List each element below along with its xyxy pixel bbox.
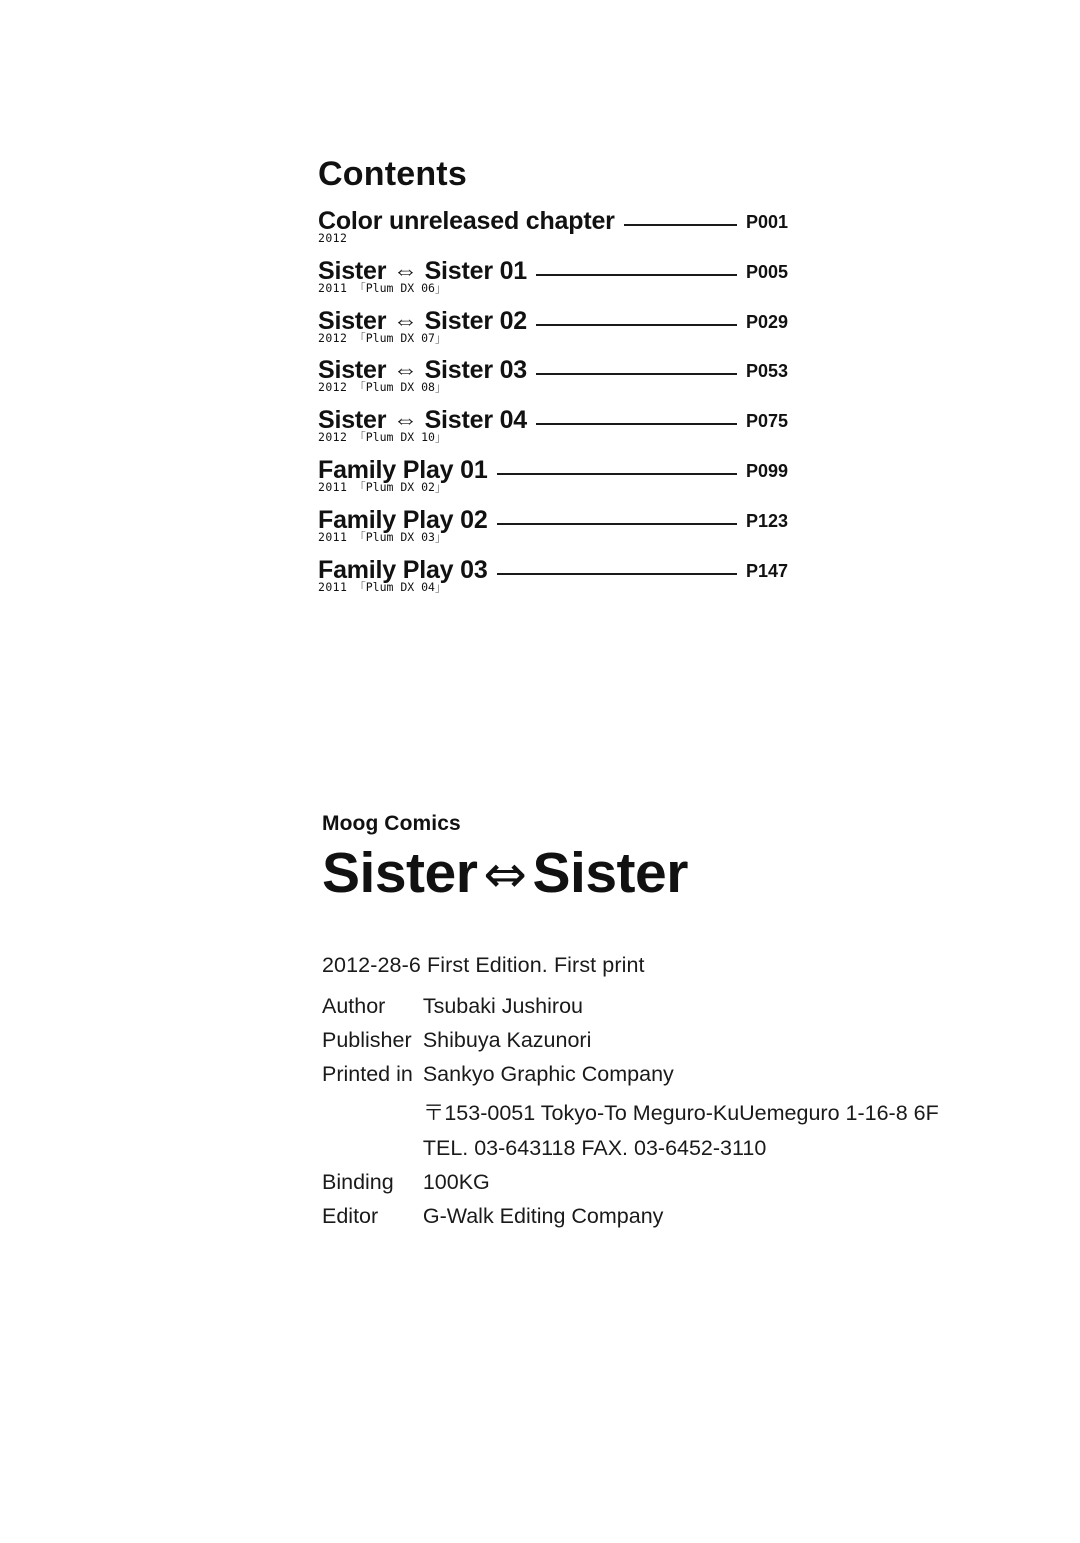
contents-heading: Contents <box>318 155 467 193</box>
toc-entry-subline <box>318 531 788 545</box>
toc-entry-page: P005 <box>745 261 788 282</box>
toc-entry-page: P147 <box>745 560 788 581</box>
toc-entry-source: 「Plum DX 10」 <box>354 430 447 445</box>
toc-entry-year: 2012 <box>318 330 348 345</box>
book-title-part2: Sister <box>532 841 688 905</box>
toc-entry-page: P123 <box>745 510 788 531</box>
toc-entry-source: 「Plum DX 06」 <box>354 280 447 295</box>
toc-entry-title: Sister ⇔ Sister 04 <box>318 406 528 435</box>
toc-leader-rule <box>536 423 737 425</box>
toc-entry-source: 「Plum DX 04」 <box>354 579 447 594</box>
toc-entry-page: P099 <box>745 460 788 481</box>
toc-entry-title: Family Play 02 <box>318 505 488 534</box>
credit-label <box>322 1096 423 1136</box>
toc-entry-year: 2011 <box>318 579 348 594</box>
credit-value: G-Walk Editing Company <box>422 1203 664 1228</box>
toc-entry-title: Color unreleased chapter <box>318 207 615 235</box>
table-row <box>322 1204 939 1238</box>
toc-leader-rule <box>624 224 737 226</box>
toc-entry-subline <box>318 332 788 346</box>
credit-label: Printed in <box>322 1061 413 1086</box>
credit-value-address: 〒153-0051 Tokyo-To Meguro-KuUemeguro 1-16-8 6F <box>422 1100 939 1125</box>
toc-entry-title: Family Play 01 <box>318 455 488 484</box>
toc-entry[interactable] <box>318 208 788 246</box>
credit-value: 100KG <box>422 1169 490 1194</box>
table-row <box>322 1028 939 1062</box>
toc-entry-title: Family Play 03 <box>318 555 488 584</box>
credit-label: Author <box>322 993 386 1018</box>
toc-leader-rule <box>536 373 737 375</box>
table-row <box>322 994 939 1028</box>
colophon-section <box>322 812 939 1238</box>
toc-entry[interactable] <box>318 457 788 495</box>
toc-leader-rule <box>536 274 737 276</box>
edition-line: 2012-28-6 First Edition. First print <box>322 952 645 977</box>
toc-entry-page: P075 <box>745 411 788 432</box>
table-row <box>322 1062 939 1096</box>
toc-entry-subline <box>318 481 788 495</box>
credit-value: Sankyo Graphic Company <box>422 1061 674 1086</box>
toc-entry-source: 「Plum DX 08」 <box>354 380 447 395</box>
toc-leader-rule <box>497 523 737 525</box>
credit-value: Shibuya Kazunori <box>422 1027 592 1052</box>
table-row <box>322 1096 939 1136</box>
toc-entry-page: P029 <box>745 311 788 332</box>
imprint-label: Moog Comics <box>322 812 461 835</box>
toc-entry-title: Sister ⇔ Sister 01 <box>318 256 528 285</box>
toc-entry[interactable] <box>318 407 788 445</box>
contents-section <box>318 155 788 606</box>
toc-entry-source: 「Plum DX 07」 <box>354 330 447 345</box>
credit-label <box>322 1136 423 1170</box>
toc-entry-page: P001 <box>745 212 788 232</box>
toc-entry-subline <box>318 381 788 395</box>
book-title <box>322 842 922 905</box>
toc-entry[interactable] <box>318 308 788 346</box>
credit-value: Tsubaki Jushirou <box>422 993 583 1018</box>
credit-label: Editor <box>322 1203 379 1228</box>
toc-entry-subline <box>318 581 788 595</box>
toc-entry-year: 2011 <box>318 280 348 295</box>
table-row <box>322 1170 939 1204</box>
toc-entry[interactable] <box>318 507 788 545</box>
toc-entry-year: 2012 <box>318 430 348 445</box>
toc-entry-year: 2012 <box>318 231 348 245</box>
credits-table <box>322 994 939 1238</box>
credit-label: Publisher <box>322 1027 412 1052</box>
toc-entry-year: 2011 <box>318 479 348 494</box>
toc-entry-subline <box>318 282 788 296</box>
toc-entry-year: 2012 <box>318 380 348 395</box>
table-row <box>322 1136 939 1170</box>
toc-entry-title: Sister ⇔ Sister 02 <box>318 306 528 335</box>
toc-leader-rule <box>497 573 737 575</box>
toc-entry[interactable] <box>318 357 788 395</box>
toc-entry-source: 「Plum DX 02」 <box>354 479 447 494</box>
toc-entry[interactable] <box>318 557 788 595</box>
toc-entry-source: 「Plum DX 03」 <box>354 529 447 544</box>
book-title-part1: Sister <box>322 841 478 905</box>
toc-entry-title: Sister ⇔ Sister 03 <box>318 356 528 385</box>
left-right-arrow-icon: ⇔ <box>483 845 527 905</box>
toc-entry-page: P053 <box>745 361 788 382</box>
toc-leader-rule <box>497 473 737 475</box>
credit-label: Binding <box>322 1169 394 1194</box>
toc-leader-rule <box>536 324 737 326</box>
toc-entry-year: 2011 <box>318 529 348 544</box>
credit-value-phone: TEL. 03-643118 FAX. 03-6452-3110 <box>422 1135 767 1160</box>
toc-entry[interactable] <box>318 258 788 296</box>
toc-entry-subline <box>318 431 788 445</box>
